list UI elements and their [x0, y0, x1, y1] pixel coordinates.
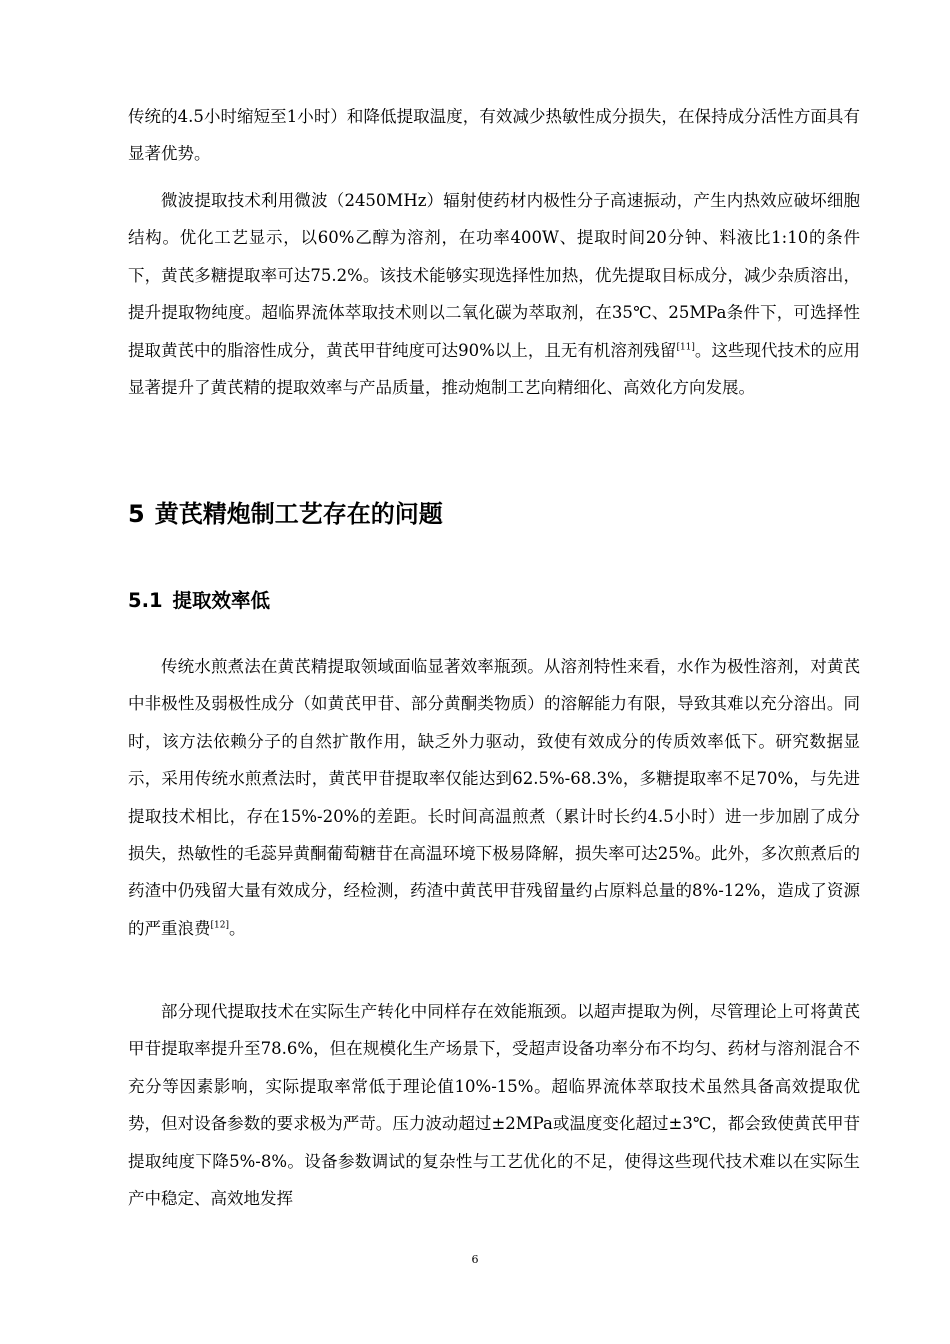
paragraph-text: 传统的4.5小时缩短至1小时）和降低提取温度，有效减少热敏性成分损失，在保持成分活性方面具有显著优势。: [128, 107, 860, 164]
subsection-heading: [128, 586, 270, 616]
paragraph-microwave-extraction: [128, 182, 860, 406]
paragraph-text: 微波提取技术利用微波（2450MHz）辐射使药材内极性分子高速振动，产生内热效应破坏细胞结构。优化工艺显示，以60%乙醇为溶剂，在功率400W、提取时间20分钟、料液比1:10的条件下，黄芪多糖提取率可达75.2%。该技术能够实现选择性加热，优先提取目标成分，减少杂质溶出，提升提取物纯度。超临界流体萃取技术则以二氧化碳为萃取剂，在35℃、25MPa条件下，可选择性提取黄芪中的脂溶性成分，黄芪甲苷纯度可达90%以上，且无有机溶剂残留: [128, 191, 860, 360]
section-title: 黄芪精炮制工艺存在的问题: [154, 500, 443, 528]
paragraph-continued: [128, 98, 860, 173]
section-heading: [128, 496, 443, 532]
paragraph-text: 。: [228, 918, 246, 938]
paragraph-modern-techniques: [128, 993, 860, 1217]
paragraph-traditional-decoction: [128, 648, 860, 947]
section-number: 5: [128, 500, 145, 528]
page-number: 6: [471, 1253, 479, 1266]
paragraph-text: 。这些现代技术的应用显著提升了黄芪精的提取效率与产品质量，推动炮制工艺向精细化、高效化方向发展。: [128, 340, 860, 398]
citation-ref: [12]: [210, 920, 229, 931]
subsection-title: 提取效率低: [172, 589, 271, 612]
paragraph-text: 传统水煎煮法在黄芪精提取领域面临显著效率瓶颈。从溶剂特性来看，水作为极性溶剂，对黄芪中非极性及弱极性成分（如黄芪甲苷、部分黄酮类物质）的溶解能力有限，导致其难以充分溶出。同时，该方法依赖分子的自然扩散作用，缺乏外力驱动，致使有效成分的传质效率低下。研究数据显示，采用传统水煎煮法时，黄芪甲苷提取率仅能达到62.5%-68.3%，多糖提取率不足70%，与先进提取技术相比，存在15%-20%的差距。长时间高温煎煮（累计时长约4.5小时）进一步加剧了成分损失，热敏性的毛蕊异黄酮葡萄糖苷在高温环境下极易降解，损失率可达25%。此外，多次煎煮后的药渣中仍残留大量有效成分，经检测，药渣中黄芪甲苷残留量约占原料总量的8%-12%，造成了资源的严重浪费: [128, 657, 860, 938]
citation-ref: [11]: [676, 342, 695, 353]
paragraph-text: 部分现代提取技术在实际生产转化中同样存在效能瓶颈。以超声提取为例，尽管理论上可将黄芪甲苷提取率提升至78.6%，但在规模化生产场景下，受超声设备功率分布不均匀、药材与溶剂混合不充分等因素影响，实际提取率常低于理论值10%-15%。超临界流体萃取技术虽然具备高效提取优势，但对设备参数的要求极为严苛。压力波动超过±2MPa或温度变化超过±3℃，都会致使黄芪甲苷提取纯度下降5%-8%。设备参数调试的复杂性与工艺优化的不足，使得这些现代技术难以在实际生产中稳定、高效地发挥: [128, 1002, 860, 1209]
subsection-number: 5.1: [128, 589, 163, 612]
